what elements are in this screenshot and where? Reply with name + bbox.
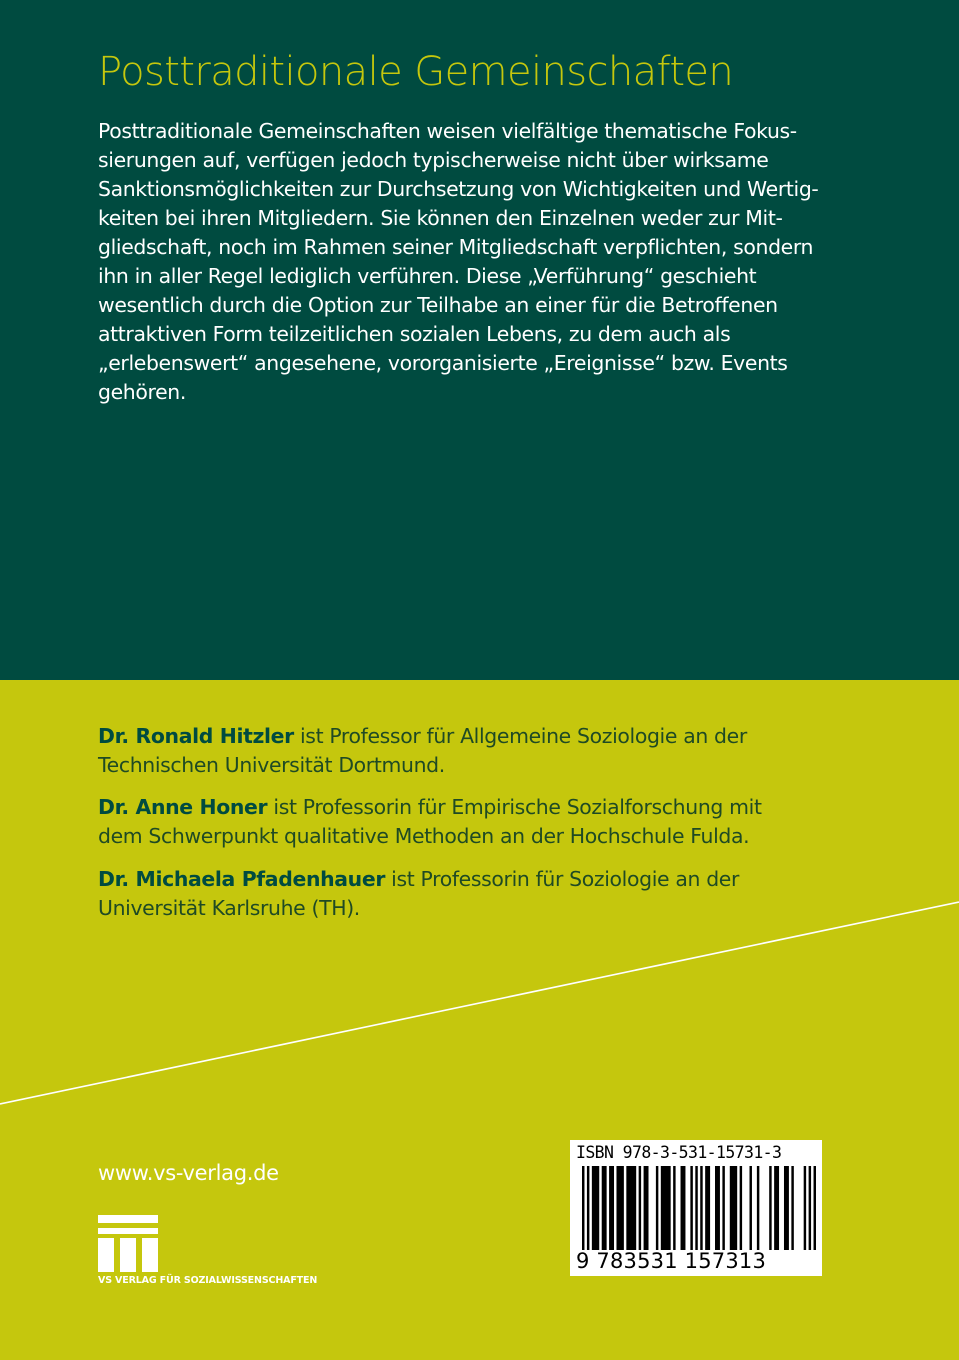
publisher-logo-icon	[98, 1212, 160, 1272]
book-title: Posttraditionale Gemeinschaften	[98, 49, 734, 95]
author-bio-pfadenhauer	[98, 865, 739, 923]
barcode-bar	[757, 1166, 759, 1250]
publisher-name: VS VERLAG FÜR SOZIALWISSENSCHAFTEN	[98, 1275, 318, 1286]
barcode-bar	[715, 1166, 720, 1250]
blurb-line: „erlebenswert“ angesehene, vororganisierte „Ereignisse“ bzw. Events	[98, 351, 788, 375]
blurb-line: attraktiven Form teilzeitlichen sozialen Lebens, zu dem auch als	[98, 322, 731, 346]
barcode-bar	[804, 1166, 806, 1250]
publisher-logo	[98, 1212, 338, 1292]
author-bio-line	[98, 722, 747, 751]
barcode-bar	[730, 1166, 737, 1250]
barcode-bar	[661, 1166, 671, 1250]
blurb-line: wesentlich durch die Option zur Teilhabe an einer für die Betroffenen	[98, 293, 778, 317]
barcode-bar	[814, 1166, 816, 1250]
author-name: Dr. Michaela Pfadenhauer	[98, 867, 386, 891]
author-bio-hitzler	[98, 722, 747, 780]
barcode-bar	[705, 1166, 710, 1250]
barcode-bar	[673, 1166, 675, 1250]
author-role: ist Professorin für Empirische Sozialforschung mit	[267, 795, 762, 819]
barcode-bar	[639, 1166, 641, 1250]
barcode-bar	[749, 1166, 751, 1250]
barcode-bar	[784, 1166, 789, 1250]
blurb-line: Sanktionsmöglichkeiten zur Durchsetzung von Wichtigkeiten und Wertig-	[98, 177, 819, 201]
blurb-line: ihn in aller Regel lediglich verführen. Diese „Verführung“ geschieht	[98, 264, 757, 288]
blurb-line: gehören.	[98, 380, 186, 404]
barcode-bar	[656, 1166, 658, 1250]
barcode-bar	[791, 1166, 793, 1250]
barcode-bar	[700, 1166, 702, 1250]
barcode-bar	[626, 1166, 636, 1250]
author-bio-line: Universität Karlsruhe (TH).	[98, 896, 360, 920]
barcode-bar	[616, 1166, 623, 1250]
blurb-line: Posttraditionale Gemeinschaften weisen vielfältige thematische Fokus-	[98, 119, 797, 143]
author-bio-line	[98, 793, 762, 822]
barcode-bar	[769, 1166, 771, 1250]
author-role: ist Professor für Allgemeine Soziologie an der	[293, 724, 747, 748]
barcode-bar	[644, 1166, 649, 1250]
isbn-label: ISBN 978-3-531-15731-3	[576, 1143, 782, 1162]
blurb-line: keiten bei ihren Mitgliedern. Sie können den Einzelnen weder zur Mit-	[98, 206, 783, 230]
barcode-bar	[740, 1166, 742, 1250]
barcode-bar	[592, 1166, 599, 1250]
barcode-bar	[774, 1166, 779, 1250]
barcode-bar	[582, 1166, 584, 1250]
barcode-bar	[681, 1166, 686, 1250]
barcode-bars	[582, 1166, 816, 1258]
barcode-bar	[809, 1166, 811, 1250]
author-name: Dr. Anne Honer	[98, 795, 268, 819]
publisher-website[interactable]: www.vs-verlag.de	[98, 1161, 279, 1185]
barcode-bar	[690, 1166, 692, 1250]
barcode-bar	[609, 1166, 614, 1250]
barcode-digits: 9 783531 157313	[576, 1249, 767, 1273]
barcode-bar	[722, 1166, 724, 1250]
author-role: ist Professorin für Soziologie an der	[385, 867, 740, 891]
blurb-line: sierungen auf, verfügen jedoch typischerweise nicht über wirksame	[98, 148, 769, 172]
barcode-bar	[587, 1166, 589, 1250]
barcode-bar	[695, 1166, 697, 1250]
author-bio-line: dem Schwerpunkt qualitative Methoden an der Hochschule Fulda.	[98, 824, 750, 848]
author-bio-line	[98, 865, 739, 894]
blurb-line: gliedschaft, noch im Rahmen seiner Mitgliedschaft verpflichten, sondern	[98, 235, 814, 259]
author-name: Dr. Ronald Hitzler	[98, 724, 294, 748]
blurb-text	[98, 117, 858, 407]
author-bio-line: Technischen Universität Dortmund.	[98, 753, 445, 777]
barcode-bar	[602, 1166, 607, 1250]
isbn-barcode	[570, 1140, 822, 1276]
author-bio-honer	[98, 793, 762, 851]
